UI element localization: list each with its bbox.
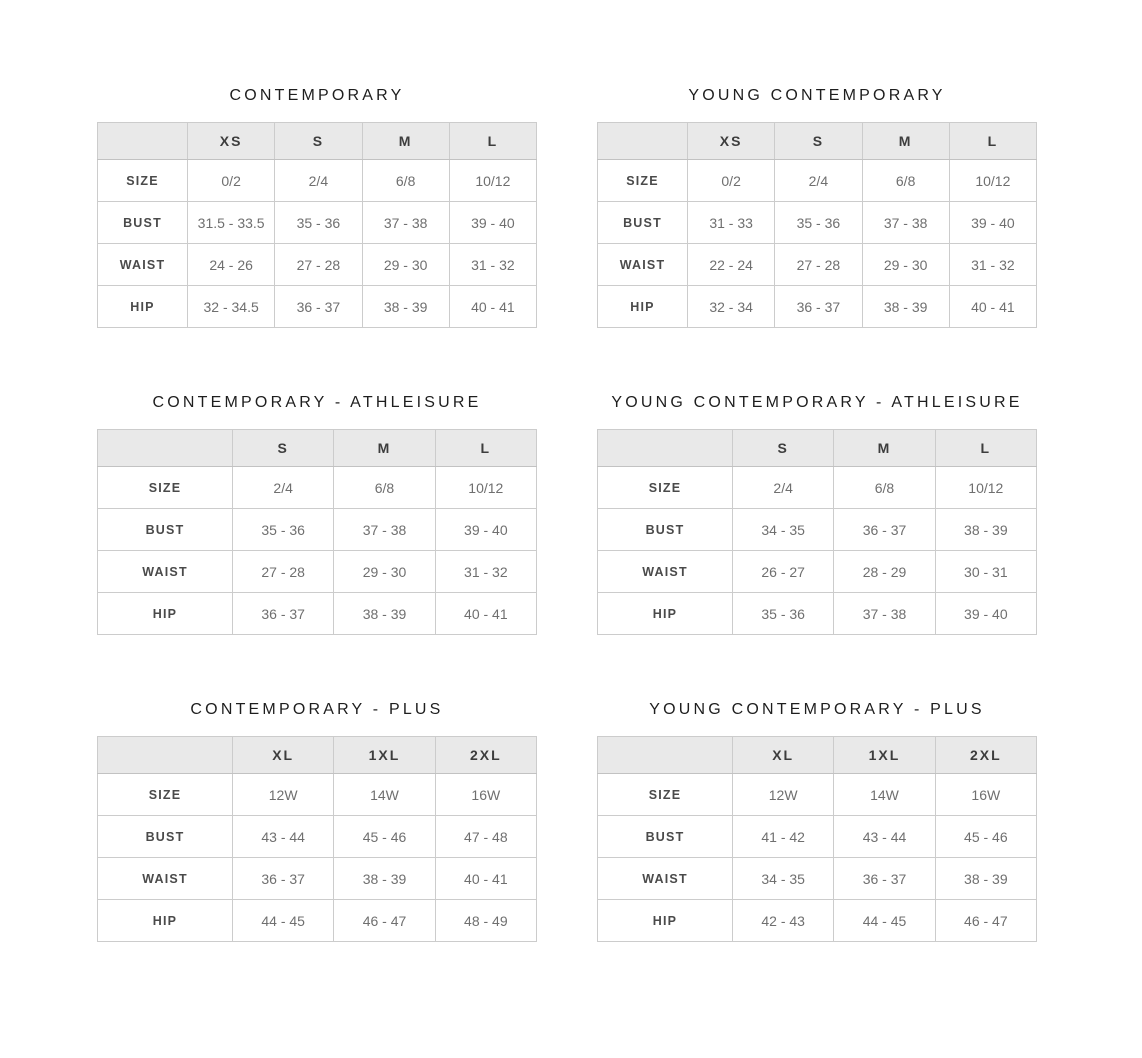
cell: 41 - 42	[733, 816, 834, 858]
chart-title: YOUNG CONTEMPORARY	[688, 87, 946, 104]
cell: 6/8	[334, 467, 435, 509]
cell: 46 - 47	[334, 900, 435, 942]
cell: 36 - 37	[275, 286, 362, 328]
size-chart-young-contemporary-athleisure	[597, 393, 1037, 635]
cell: 14W	[834, 774, 935, 816]
column-header: L	[449, 123, 536, 160]
cell: 32 - 34	[688, 286, 775, 328]
row-label: WAIST	[598, 858, 733, 900]
size-table	[597, 122, 1037, 328]
cell: 34 - 35	[733, 858, 834, 900]
column-header: 2XL	[935, 737, 1036, 774]
cell: 39 - 40	[949, 202, 1036, 244]
table-row	[98, 467, 537, 509]
table-row	[598, 551, 1037, 593]
column-header: M	[834, 430, 935, 467]
cell: 2/4	[233, 467, 334, 509]
column-header: M	[862, 123, 949, 160]
row-label: HIP	[98, 900, 233, 942]
cell: 12W	[733, 774, 834, 816]
column-header: L	[435, 430, 536, 467]
chart-title: YOUNG CONTEMPORARY - ATHLEISURE	[611, 394, 1023, 411]
column-header: L	[935, 430, 1036, 467]
cell: 45 - 46	[935, 816, 1036, 858]
cell: 44 - 45	[834, 900, 935, 942]
cell: 38 - 39	[935, 509, 1036, 551]
chart-title: YOUNG CONTEMPORARY - PLUS	[649, 701, 985, 718]
row-label: SIZE	[598, 774, 733, 816]
column-header: XS	[188, 123, 275, 160]
cell: 27 - 28	[233, 551, 334, 593]
cell: 35 - 36	[775, 202, 862, 244]
table-row	[98, 286, 537, 328]
column-header: 2XL	[435, 737, 536, 774]
column-header: 1XL	[334, 737, 435, 774]
cell: 16W	[935, 774, 1036, 816]
cell: 36 - 37	[775, 286, 862, 328]
cell: 29 - 30	[362, 244, 449, 286]
table-header-row	[598, 430, 1037, 467]
table-row	[98, 244, 537, 286]
corner-cell	[598, 123, 688, 160]
cell: 40 - 41	[435, 593, 536, 635]
cell: 2/4	[775, 160, 862, 202]
size-chart-young-contemporary-plus	[597, 700, 1037, 942]
row-label: BUST	[598, 509, 733, 551]
row-label: WAIST	[98, 858, 233, 900]
table-row	[98, 551, 537, 593]
cell: 35 - 36	[233, 509, 334, 551]
cell: 31 - 32	[949, 244, 1036, 286]
column-header: S	[233, 430, 334, 467]
cell: 37 - 38	[334, 509, 435, 551]
corner-cell	[98, 737, 233, 774]
corner-cell	[98, 430, 233, 467]
row-label: BUST	[98, 509, 233, 551]
cell: 37 - 38	[362, 202, 449, 244]
corner-cell	[598, 430, 733, 467]
cell: 46 - 47	[935, 900, 1036, 942]
cell: 40 - 41	[949, 286, 1036, 328]
cell: 36 - 37	[233, 593, 334, 635]
table-row	[598, 593, 1037, 635]
cell: 45 - 46	[334, 816, 435, 858]
cell: 31 - 32	[435, 551, 536, 593]
column-header: S	[733, 430, 834, 467]
size-table	[97, 429, 537, 635]
row-label: BUST	[98, 202, 188, 244]
table-row	[598, 509, 1037, 551]
cell: 44 - 45	[233, 900, 334, 942]
cell: 40 - 41	[449, 286, 536, 328]
row-label: WAIST	[98, 551, 233, 593]
row-label: WAIST	[98, 244, 188, 286]
table-row	[598, 202, 1037, 244]
chart-title: CONTEMPORARY - ATHLEISURE	[152, 394, 482, 411]
size-table	[97, 736, 537, 942]
row-label: WAIST	[598, 244, 688, 286]
cell: 31.5 - 33.5	[188, 202, 275, 244]
cell: 24 - 26	[188, 244, 275, 286]
column-header: XL	[733, 737, 834, 774]
table-row	[598, 160, 1037, 202]
cell: 34 - 35	[733, 509, 834, 551]
row-label: HIP	[598, 286, 688, 328]
cell: 43 - 44	[834, 816, 935, 858]
table-row	[598, 774, 1037, 816]
cell: 31 - 32	[449, 244, 536, 286]
row-label: SIZE	[98, 467, 233, 509]
row-label: SIZE	[598, 160, 688, 202]
size-chart-contemporary-athleisure	[97, 393, 537, 635]
cell: 14W	[334, 774, 435, 816]
cell: 28 - 29	[834, 551, 935, 593]
cell: 32 - 34.5	[188, 286, 275, 328]
cell: 6/8	[834, 467, 935, 509]
table-header-row	[98, 737, 537, 774]
cell: 27 - 28	[775, 244, 862, 286]
chart-title: CONTEMPORARY - PLUS	[190, 701, 444, 718]
table-row	[98, 900, 537, 942]
cell: 36 - 37	[233, 858, 334, 900]
row-label: BUST	[98, 816, 233, 858]
row-label: HIP	[98, 286, 188, 328]
table-header-row	[98, 430, 537, 467]
row-label: SIZE	[598, 467, 733, 509]
cell: 29 - 30	[862, 244, 949, 286]
table-row	[598, 244, 1037, 286]
cell: 27 - 28	[275, 244, 362, 286]
row-label: HIP	[98, 593, 233, 635]
table-header-row	[598, 737, 1037, 774]
table-row	[598, 900, 1037, 942]
table-row	[98, 816, 537, 858]
cell: 31 - 33	[688, 202, 775, 244]
table-row	[598, 286, 1037, 328]
size-table	[97, 122, 537, 328]
table-header-row	[98, 123, 537, 160]
cell: 35 - 36	[275, 202, 362, 244]
table-row	[98, 202, 537, 244]
chart-title: CONTEMPORARY	[229, 87, 405, 104]
table-row	[98, 509, 537, 551]
column-header: XL	[233, 737, 334, 774]
table-row	[98, 160, 537, 202]
cell: 26 - 27	[733, 551, 834, 593]
cell: 48 - 49	[435, 900, 536, 942]
column-header: M	[334, 430, 435, 467]
row-label: HIP	[598, 900, 733, 942]
cell: 22 - 24	[688, 244, 775, 286]
cell: 6/8	[362, 160, 449, 202]
cell: 29 - 30	[334, 551, 435, 593]
table-row	[98, 774, 537, 816]
size-chart-contemporary-plus	[97, 700, 537, 942]
table-row	[98, 593, 537, 635]
cell: 0/2	[688, 160, 775, 202]
table-row	[598, 858, 1037, 900]
corner-cell	[598, 737, 733, 774]
size-chart-contemporary	[97, 86, 537, 328]
row-label: SIZE	[98, 160, 188, 202]
cell: 37 - 38	[862, 202, 949, 244]
size-chart-young-contemporary	[597, 86, 1037, 328]
column-header: 1XL	[834, 737, 935, 774]
column-header: S	[775, 123, 862, 160]
corner-cell	[98, 123, 188, 160]
column-header: XS	[688, 123, 775, 160]
cell: 39 - 40	[449, 202, 536, 244]
table-header-row	[598, 123, 1037, 160]
table-row	[598, 816, 1037, 858]
row-label: BUST	[598, 816, 733, 858]
cell: 38 - 39	[334, 858, 435, 900]
cell: 2/4	[275, 160, 362, 202]
cell: 38 - 39	[935, 858, 1036, 900]
cell: 36 - 37	[834, 509, 935, 551]
column-header: M	[362, 123, 449, 160]
cell: 0/2	[188, 160, 275, 202]
column-header: L	[949, 123, 1036, 160]
cell: 40 - 41	[435, 858, 536, 900]
cell: 16W	[435, 774, 536, 816]
cell: 36 - 37	[834, 858, 935, 900]
size-table	[597, 429, 1037, 635]
table-row	[98, 858, 537, 900]
cell: 39 - 40	[435, 509, 536, 551]
row-label: WAIST	[598, 551, 733, 593]
cell: 38 - 39	[362, 286, 449, 328]
cell: 10/12	[449, 160, 536, 202]
size-table	[597, 736, 1037, 942]
cell: 38 - 39	[862, 286, 949, 328]
cell: 39 - 40	[935, 593, 1036, 635]
cell: 38 - 39	[334, 593, 435, 635]
cell: 10/12	[949, 160, 1036, 202]
row-label: HIP	[598, 593, 733, 635]
row-label: SIZE	[98, 774, 233, 816]
column-header: S	[275, 123, 362, 160]
cell: 30 - 31	[935, 551, 1036, 593]
cell: 2/4	[733, 467, 834, 509]
cell: 47 - 48	[435, 816, 536, 858]
cell: 10/12	[935, 467, 1036, 509]
cell: 43 - 44	[233, 816, 334, 858]
cell: 42 - 43	[733, 900, 834, 942]
cell: 6/8	[862, 160, 949, 202]
table-row	[598, 467, 1037, 509]
cell: 37 - 38	[834, 593, 935, 635]
row-label: BUST	[598, 202, 688, 244]
cell: 12W	[233, 774, 334, 816]
cell: 10/12	[435, 467, 536, 509]
cell: 35 - 36	[733, 593, 834, 635]
